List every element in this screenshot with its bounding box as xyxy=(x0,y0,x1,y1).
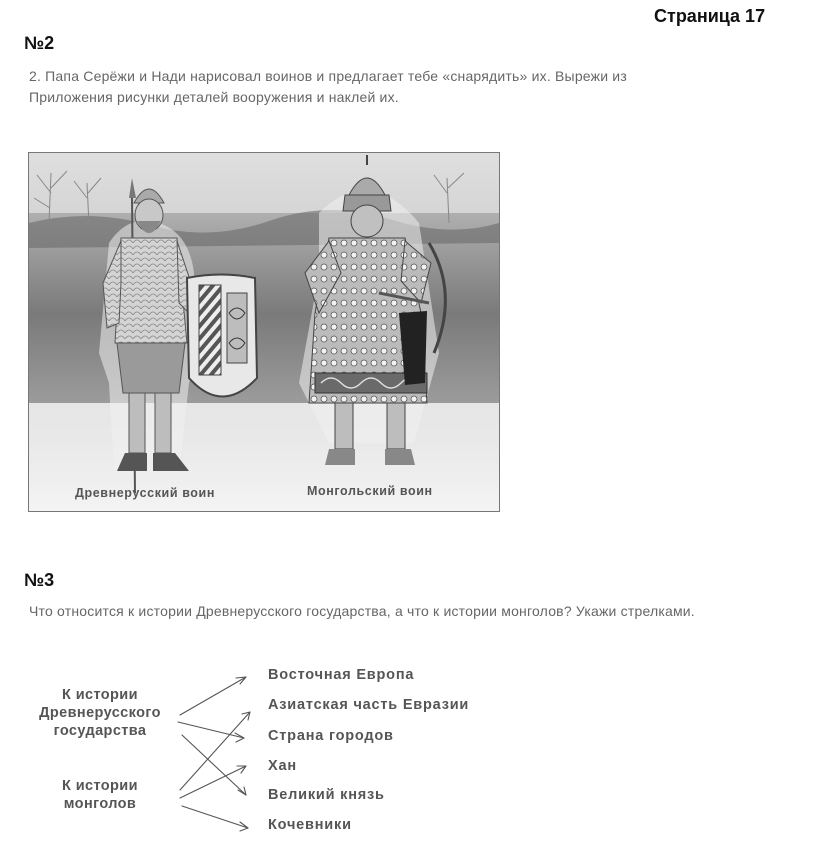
label-line: К истории xyxy=(62,687,138,703)
arrow-to-khan xyxy=(180,766,246,798)
arrow-to-nomads xyxy=(182,806,248,828)
answer-item-khan: Хан xyxy=(268,758,297,774)
label-line: К истории xyxy=(62,778,138,794)
caption-old-russian-warrior: Древнерусский воин xyxy=(75,486,215,500)
task3-question: Что относится к истории Древнерусского государства, а что к истории монголов? Укажи стрелками. xyxy=(29,603,695,619)
arrow-to-asian-eurasia xyxy=(180,712,250,790)
answer-item-eastern-europe: Восточная Европа xyxy=(268,667,415,683)
answer-item-grand-prince: Великий князь xyxy=(268,787,385,803)
answer-item-asian-eurasia: Азиатская часть Евразии xyxy=(268,697,470,713)
task3-number: №3 xyxy=(24,570,55,590)
task2-number: №2 xyxy=(24,33,55,53)
page-number: Страница 17 xyxy=(654,6,766,26)
task2-text-line: 2. Папа Серёжи и Нади нарисовал воинов и предлагает тебе «снарядить» их. Вырежи из xyxy=(29,68,627,84)
caption-mongol-warrior: Монгольский воин xyxy=(307,484,433,498)
answer-item-country-of-cities: Страна городов xyxy=(268,728,394,744)
arrow-to-grand-prince xyxy=(182,735,246,795)
arrow-to-eastern-europe xyxy=(180,677,246,715)
task2-text-line: Приложения рисунки деталей вооружения и наклей их. xyxy=(29,89,399,105)
label-line: Древнерусского xyxy=(39,705,161,721)
label-line: монголов xyxy=(63,796,137,812)
label-line: государства xyxy=(53,723,147,739)
answer-item-nomads: Кочевники xyxy=(268,817,352,833)
